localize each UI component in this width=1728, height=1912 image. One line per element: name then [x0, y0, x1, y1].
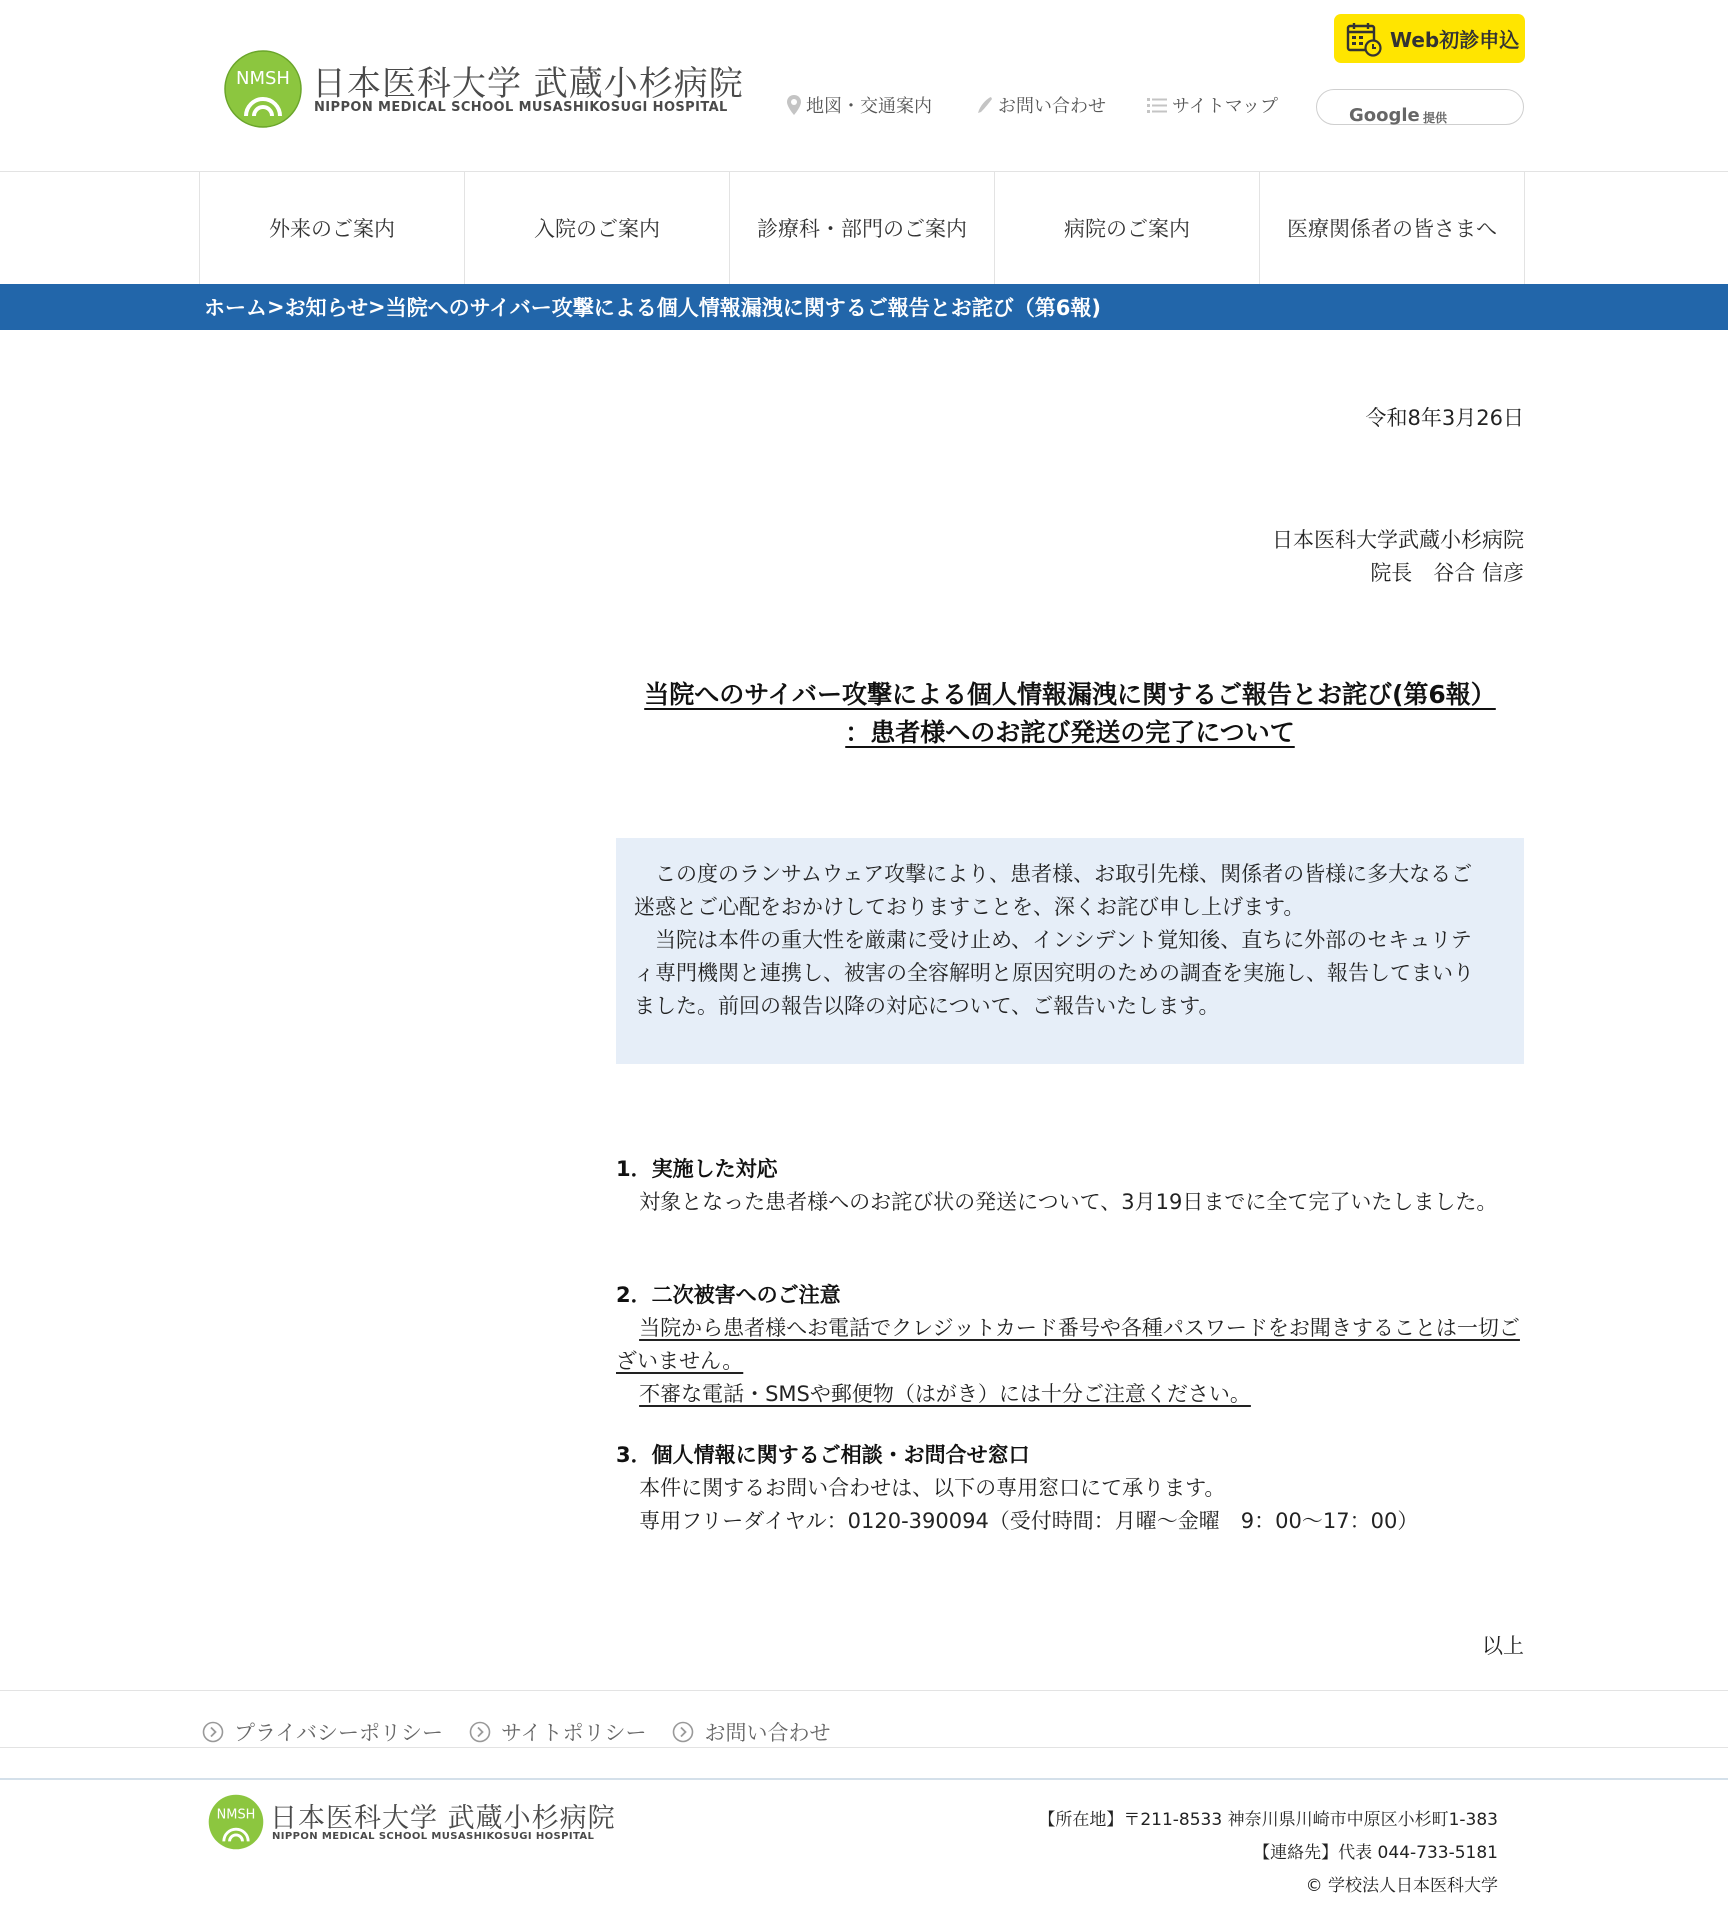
breadcrumb-bar: [0, 284, 1728, 330]
warning-text-suspicious-contact: 不審な電話・SMSや郵便物（はがき）には十分ご注意ください。: [639, 1382, 1251, 1406]
article-title-line-1: 当院へのサイバー攻撃による個人情報漏洩に関するご報告とお詫び(第6報）: [644, 680, 1496, 709]
nav-inpatient[interactable]: 入院のご案内: [465, 172, 730, 284]
util-link-map[interactable]: [786, 92, 932, 118]
sender-organization: 日本医科大学武蔵小杉病院: [1272, 528, 1524, 552]
nav-outpatient[interactable]: 外来のご案内: [200, 172, 465, 284]
section-actions-taken: [616, 1153, 1524, 1219]
footer-copyright: © 学校法人日本医科大学: [1305, 1876, 1498, 1896]
footer-phone: 【連絡先】代表 044-733-5181: [1253, 1843, 1498, 1863]
nav-departments[interactable]: 診療科・部門のご案内: [730, 172, 995, 284]
nav-hospital-info[interactable]: 病院のご案内: [995, 172, 1260, 284]
breadcrumb: [204, 284, 1101, 330]
article-title: [616, 676, 1524, 752]
util-link-contact-label: お問い合わせ: [998, 96, 1106, 117]
footer-logo-japanese-name: 日本医科大学 武蔵小杉病院: [270, 1803, 616, 1834]
article-title-line-2: ：患者様へのお詫び発送の完了について: [845, 718, 1295, 747]
section-text: 本件に関するお問い合わせは、以下の専用窓口にて承ります。: [639, 1476, 1226, 1500]
section-text-freedial: 専用フリーダイヤル：0120-390094（受付時間：月曜～金曜 9：00～17：00）: [639, 1509, 1419, 1533]
web-first-visit-button[interactable]: [1334, 14, 1525, 63]
section-text: 対象となった患者様へのお詫び状の発送について、3月19日までに全て完了いたしました。: [639, 1190, 1498, 1214]
hospital-logo-icon: [224, 50, 302, 128]
article-closing: 以上: [1482, 1634, 1524, 1658]
site-header: [0, 0, 1728, 172]
global-nav-items: [199, 172, 1525, 284]
section-text: [616, 1312, 1524, 1378]
article-date: 令和8年3月26日: [1365, 406, 1524, 430]
circle-chevron-right-icon: [672, 1721, 694, 1743]
breadcrumb-separator: >: [267, 295, 285, 319]
footer-link-label: プライバシーポリシー: [234, 1721, 443, 1745]
footer-links: [202, 1691, 830, 1747]
section-secondary-damage-warning: [616, 1279, 1524, 1411]
util-link-map-label: 地図・交通案内: [806, 96, 932, 117]
logo-japanese-name: 日本医科大学 武蔵小杉病院: [312, 64, 744, 104]
breadcrumb-separator: >: [367, 295, 386, 319]
footer-contact-info: [1038, 1804, 1498, 1903]
logo-english-name: NIPPON MEDICAL SCHOOL MUSASHIKOSUGI HOSPITAL: [314, 100, 728, 115]
section-inquiry-contact: [616, 1439, 1524, 1538]
footer-link-label: お問い合わせ: [704, 1721, 831, 1745]
google-search-brand: Google: [1349, 105, 1420, 126]
circle-chevron-right-icon: [469, 1721, 491, 1743]
footer-logo[interactable]: [208, 1794, 616, 1852]
footer-address: 【所在地】〒211-8533 神奈川県川崎市中原区小杉町1-383: [1038, 1810, 1498, 1830]
footer-link-privacy-policy[interactable]: [202, 1699, 443, 1747]
hospital-logo-icon: [208, 1794, 264, 1850]
map-pin-icon: [786, 94, 802, 116]
util-link-contact[interactable]: [976, 92, 1106, 118]
intro-paragraph: 当院は本件の重大性を厳粛に受け止め、インシデント覚知後、直ちに外部のセキュリティ専門機関と連携し、被害の全容解明と原因究明のための調査を実施し、報告してまいりました。前回の報告以降の対応について、ご報告いたします。: [634, 928, 1474, 1018]
breadcrumb-home[interactable]: ホーム: [204, 296, 267, 320]
phone-icon: [976, 95, 994, 115]
section-heading: 2．二次被害へのご注意: [616, 1283, 841, 1307]
site-logo[interactable]: [224, 50, 744, 128]
svg-text:NMSH: NMSH: [216, 1807, 256, 1823]
web-first-visit-label: Web初診申込: [1390, 28, 1520, 52]
footer-links-bar: [0, 1690, 1728, 1748]
breadcrumb-news[interactable]: お知らせ: [284, 296, 368, 320]
nav-medical-professionals[interactable]: 医療関係者の皆さまへ: [1260, 172, 1525, 284]
article-sender: [1272, 524, 1524, 590]
breadcrumb-current: 当院へのサイバー攻撃による個人情報漏洩に関するご報告とお詫び（第6報): [385, 296, 1101, 320]
intro-box: [616, 838, 1524, 1064]
footer-divider: [0, 1778, 1728, 1780]
svg-text:NMSH: NMSH: [236, 68, 290, 89]
calendar-clock-icon: [1346, 21, 1382, 57]
footer-logo-english-name: NIPPON MEDICAL SCHOOL MUSASHIKOSUGI HOSPITAL: [272, 1831, 595, 1842]
intro-paragraph: この度のランサムウェア攻撃により、患者様、お取引先様、関係者の皆様に多大なるご迷惑とご心配をおかけしておりますことを、深くお詫び申し上げます。: [634, 862, 1473, 919]
section-heading: 1．実施した対応: [616, 1157, 778, 1181]
sender-name: 院長 谷合 信彦: [1370, 561, 1524, 585]
footer-link-site-policy[interactable]: [469, 1699, 647, 1747]
util-link-sitemap[interactable]: [1146, 92, 1278, 118]
circle-chevron-right-icon: [202, 1721, 224, 1743]
warning-text-card-password: 当院から患者様へお電話でクレジットカード番号や各種パスワードをお聞きすることは一切ございません。: [616, 1316, 1520, 1373]
section-text: [616, 1378, 1524, 1411]
site-search-input[interactable]: [1316, 89, 1524, 125]
util-link-sitemap-label: サイトマップ: [1172, 96, 1279, 117]
footer-link-contact[interactable]: [672, 1699, 830, 1747]
footer-link-label: サイトポリシー: [500, 1721, 647, 1745]
google-search-provided-label: 提供: [1423, 111, 1448, 125]
list-icon: [1146, 96, 1168, 114]
global-nav: [0, 171, 1728, 284]
section-heading: 3．個人情報に関するご相談・お問合せ窓口: [616, 1443, 1030, 1467]
